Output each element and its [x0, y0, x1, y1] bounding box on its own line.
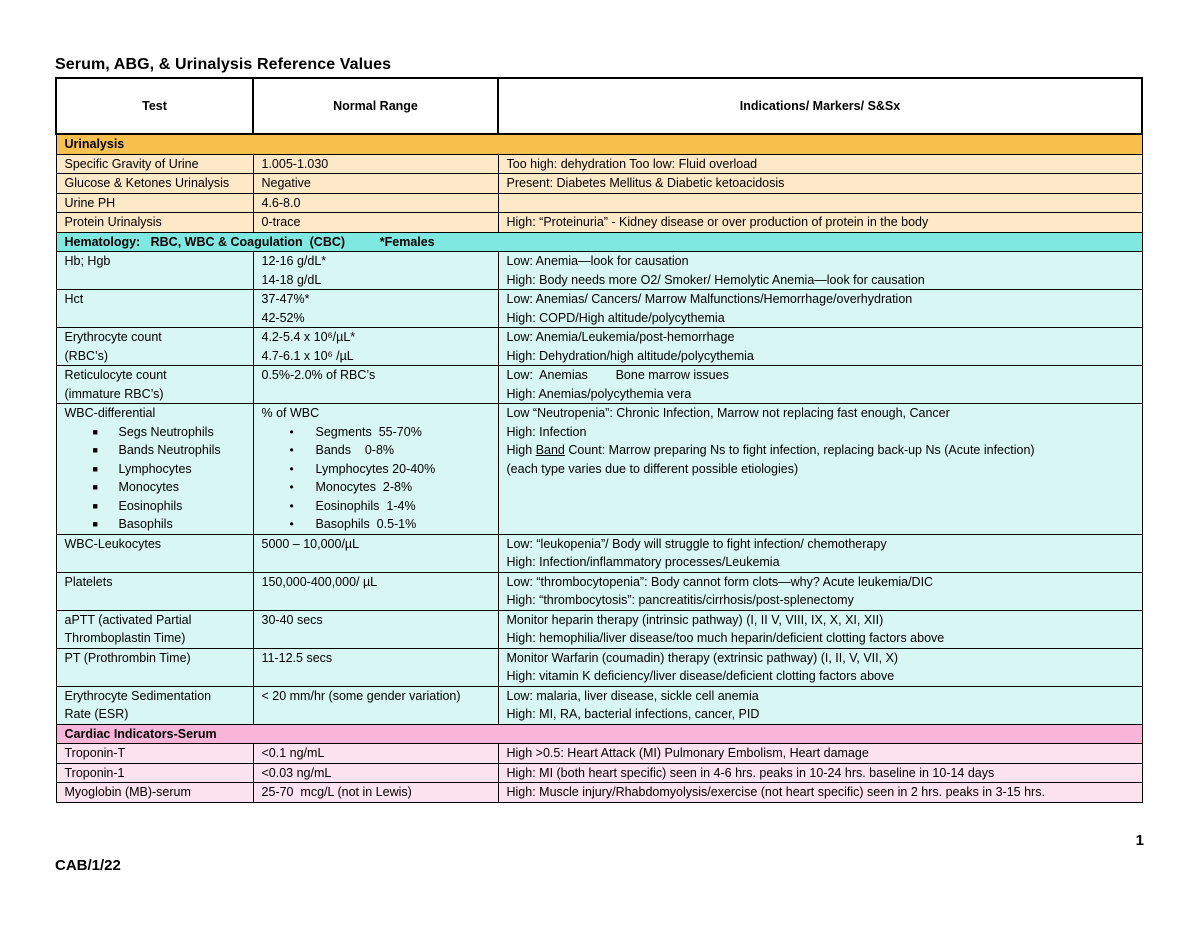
round-bullet-icon: • [289, 498, 294, 513]
test-line: aPTT (activated Partial [64, 612, 192, 627]
list-item: ■ Monocytes [65, 478, 245, 497]
section-cardiac [56, 724, 1142, 744]
test-cell: Hb; Hgb [56, 252, 253, 290]
test-cell [56, 610, 253, 648]
header-normal-range: Normal Range [253, 78, 498, 134]
range-cell [253, 404, 498, 535]
indication-line: High: “thrombocytosis”: pancreatitis/cirrhosis/post-splenectomy [506, 593, 854, 607]
round-bullet-icon: • [289, 461, 294, 476]
section-label: Hematology: RBC, WBC & Coagulation (CBC) *Females [56, 232, 1142, 252]
header-indications: Indications/ Markers/ S&Sx [498, 78, 1142, 134]
header-row [56, 78, 1142, 134]
indication-cell [498, 686, 1142, 724]
test-cell [56, 366, 253, 404]
list-item: ■ Eosinophils [65, 497, 245, 516]
range-cell: 4.6-8.0 [253, 193, 498, 213]
round-bullet-icon: • [289, 424, 294, 439]
square-bullet-icon: ■ [92, 445, 98, 455]
test-cell: Hct [56, 290, 253, 328]
indication-line: Monitor Warfarin (coumadin) therapy (extrinsic pathway) (I, II, V, VII, X) [506, 650, 899, 665]
test-cell [56, 686, 253, 724]
indication-cell [498, 193, 1142, 213]
square-bullet-icon: ■ [92, 519, 98, 529]
indication-cell: High >0.5: Heart Attack (MI) Pulmonary Embolism, Heart damage [498, 744, 1142, 764]
table-row [56, 290, 1142, 328]
indication-line: High: Body needs more O2/ Smoker/ Hemolytic Anemia—look for causation [506, 272, 925, 287]
test-cell: Urine PH [56, 193, 253, 213]
list-item: • Eosinophils 1-4% [262, 497, 490, 516]
indication-line: Low: Anemia—look for causation [506, 254, 689, 268]
table-row [56, 154, 1142, 174]
indication-cell: High: Muscle injury/Rhabdomyolysis/exercise (not heart specific) seen in 2 hrs. peaks in 3-15 hrs. [498, 783, 1142, 803]
indication-line: Low: Anemias/ Cancers/ Marrow Malfunctions/Hemorrhage/overhydration [506, 292, 913, 306]
indication-line: High: Anemias/polycythemia vera [506, 386, 692, 401]
indication-cell [498, 252, 1142, 290]
section-urinalysis [56, 134, 1142, 154]
indication-cell [498, 534, 1142, 572]
header-test: Test [56, 78, 253, 134]
indication-cell [498, 290, 1142, 328]
indication-line: High: Infection [506, 424, 587, 439]
range-cell: 150,000-400,000/ µL [253, 572, 498, 610]
indication-cell [498, 648, 1142, 686]
indication-line: Low: “leukopenia”/ Body will struggle to fight infection/ chemotherapy [506, 536, 887, 551]
indication-line: High: vitamin K deficiency/liver disease/deficient clotting factors above [506, 669, 895, 683]
indication-line: Low: Anemias Bone marrow issues [506, 368, 729, 382]
table-row [56, 328, 1142, 366]
list-item: ■ Segs Neutrophils [65, 423, 245, 442]
indication-line: High: MI, RA, bacterial infections, cancer, PID [506, 707, 760, 721]
test-cell [56, 328, 253, 366]
range-cell: 30-40 secs [253, 610, 498, 648]
test-cell: Myoglobin (MB)-serum [56, 783, 253, 803]
list-item: • Basophils 0.5-1% [262, 515, 490, 534]
range-cell [253, 252, 498, 290]
table-row [56, 193, 1142, 213]
section-hematology [56, 232, 1142, 252]
page-number: 1 [1135, 832, 1144, 849]
list-item: ■ Lymphocytes [65, 460, 245, 479]
table-row [56, 534, 1142, 572]
range-cell: 5000 – 10,000/µL [253, 534, 498, 572]
square-bullet-icon: ■ [92, 482, 98, 492]
section-label: Cardiac Indicators-Serum [56, 724, 1142, 744]
indication-cell [498, 328, 1142, 366]
range-line: % of WBC [261, 406, 320, 420]
indication-cell: Present: Diabetes Mellitus & Diabetic ketoacidosis [498, 174, 1142, 194]
range-cell [253, 290, 498, 328]
test-line: (immature RBC’s) [64, 386, 164, 401]
table-row [56, 366, 1142, 404]
document-title: Serum, ABG, & Urinalysis Reference Values [55, 56, 392, 73]
indication-cell: High: MI (both heart specific) seen in 4-6 hrs. peaks in 10-24 hrs. baseline in 10-14 days [498, 763, 1142, 783]
range-cell: 11-12.5 secs [253, 648, 498, 686]
test-line: Erythrocyte count [64, 330, 162, 344]
range-line: 4.2-5.4 x 10⁶/µL* [261, 330, 356, 344]
test-cell: Protein Urinalysis [56, 213, 253, 233]
test-cell: Troponin-1 [56, 763, 253, 783]
square-bullet-icon: ■ [92, 500, 98, 511]
range-cell: 25-70 mcg/L (not in Lewis) [253, 783, 498, 803]
indication-line: (each type varies due to different possible etiologies) [506, 461, 799, 476]
square-bullet-icon: ■ [92, 463, 98, 474]
list-item: • Segments 55-70% [262, 423, 490, 442]
test-line: Erythrocyte Sedimentation [64, 688, 212, 703]
range-cell: 1.005-1.030 [253, 154, 498, 174]
list-item: • Bands 0-8% [262, 441, 490, 460]
footer-text: CAB/1/22 [55, 857, 121, 874]
indication-line: Monitor heparin therapy (intrinsic pathway) (I, II V, VIII, IX, X, XI, XII) [506, 612, 884, 627]
indication-cell: High: “Proteinuria” - Kidney disease or over production of protein in the body [498, 213, 1142, 233]
test-line: WBC-differential [64, 406, 156, 420]
test-cell: PT (Prothrombin Time) [56, 648, 253, 686]
table-row [56, 763, 1142, 783]
table-row [56, 252, 1142, 290]
range-cell: 0-trace [253, 213, 498, 233]
range-cell: <0.1 ng/mL [253, 744, 498, 764]
test-cell [56, 404, 253, 535]
test-cell: Platelets [56, 572, 253, 610]
table-row [56, 610, 1142, 648]
indication-line: Low “Neutropenia”: Chronic Infection, Marrow not replacing fast enough, Cancer [506, 406, 950, 420]
list-item: ■ Bands Neutrophils [65, 441, 245, 460]
indication-line: Low: malaria, liver disease, sickle cell anemia [506, 688, 759, 703]
test-line: Rate (ESR) [64, 707, 129, 721]
test-cell: Troponin-T [56, 744, 253, 764]
indication-cell [498, 404, 1142, 535]
table-row [56, 174, 1142, 194]
reference-table [55, 77, 1143, 803]
section-label: Urinalysis [56, 134, 1142, 154]
range-line: 4.7-6.1 x 10⁶ /µL [261, 348, 354, 363]
indication-line: High: COPD/High altitude/polycythemia [506, 310, 725, 325]
test-cell: Specific Gravity of Urine [56, 154, 253, 174]
test-line: (RBC’s) [64, 348, 109, 363]
indication-cell [498, 366, 1142, 404]
table-row [56, 572, 1142, 610]
indication-line: High Band Count: Marrow preparing Ns to fight infection, replacing back-up Ns (Acute infection) [506, 443, 1035, 457]
range-cell: <0.03 ng/mL [253, 763, 498, 783]
range-line: 12-16 g/dL* [261, 254, 327, 268]
indication-line: Low: Anemia/Leukemia/post-hemorrhage [506, 330, 735, 344]
range-line: 42-52% [261, 310, 305, 325]
indication-line: Low: “thrombocytopenia”: Body cannot form clots—why? Acute leukemia/DIC [506, 574, 934, 589]
indication-line: High: Dehydration/high altitude/polycythemia [506, 348, 754, 363]
range-cell [253, 328, 498, 366]
range-cell: Negative [253, 174, 498, 194]
round-bullet-icon: • [289, 443, 294, 457]
indication-cell [498, 610, 1142, 648]
list-item: • Monocytes 2-8% [262, 478, 490, 497]
table-row [56, 686, 1142, 724]
table-row [56, 404, 1142, 535]
indication-cell: Too high: dehydration Too low: Fluid overload [498, 154, 1142, 174]
test-line: Reticulocyte count [64, 368, 167, 382]
range-line: 14-18 g/dL [261, 272, 322, 287]
table-row [56, 213, 1142, 233]
list-item: • Lymphocytes 20-40% [262, 460, 490, 479]
table-row [56, 783, 1142, 803]
indication-cell [498, 572, 1142, 610]
range-cell: < 20 mm/hr (some gender variation) [253, 686, 498, 724]
range-cell: 0.5%-2.0% of RBC’s [253, 366, 498, 404]
table-row [56, 744, 1142, 764]
range-line: 37-47%* [261, 292, 310, 306]
table-row [56, 648, 1142, 686]
underlined-term: Band [535, 443, 565, 457]
test-cell: WBC-Leukocytes [56, 534, 253, 572]
indication-line: High: Infection/inflammatory processes/Leukemia [506, 555, 780, 569]
list-item: ■ Basophils [65, 515, 245, 534]
indication-line: High: hemophilia/liver disease/too much heparin/deficient clotting factors above [506, 631, 945, 645]
square-bullet-icon: ■ [92, 426, 98, 437]
round-bullet-icon: • [289, 480, 294, 494]
test-line: Thromboplastin Time) [64, 631, 186, 645]
test-cell: Glucose & Ketones Urinalysis [56, 174, 253, 194]
round-bullet-icon: • [289, 517, 294, 531]
